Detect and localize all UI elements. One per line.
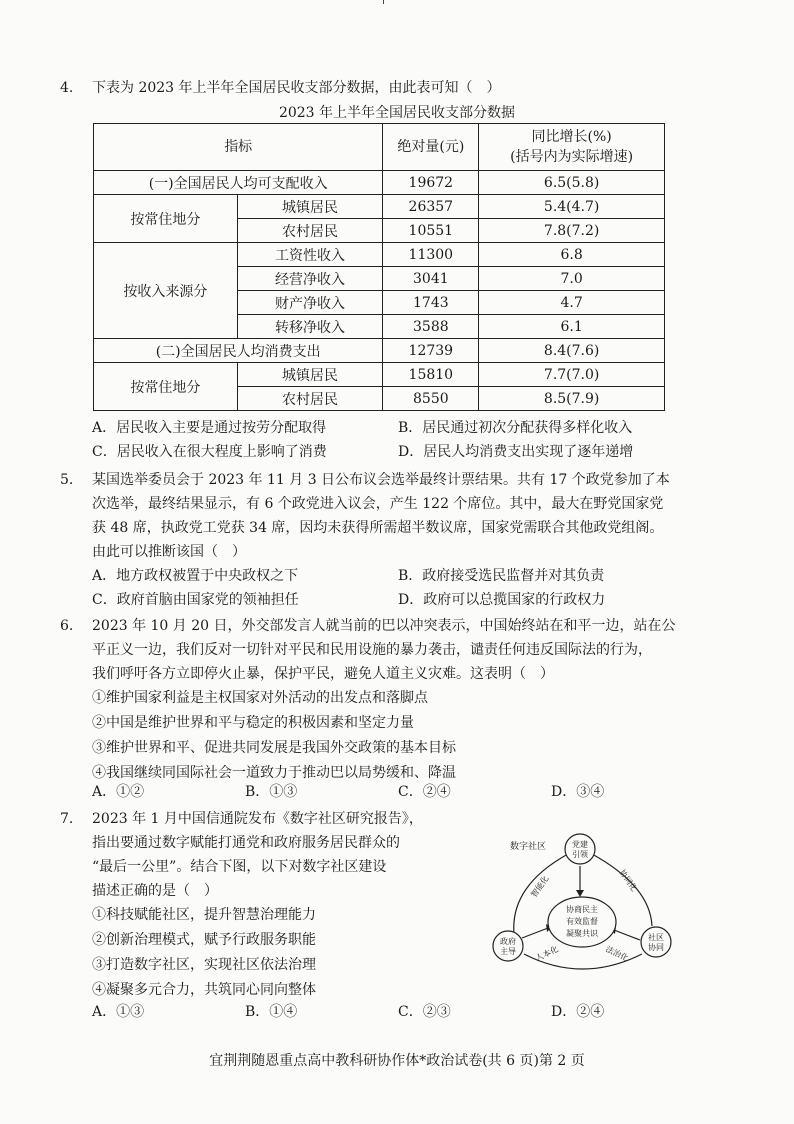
row-label: (二)全国居民人均消费支出 bbox=[94, 339, 383, 363]
row-growth: 8.4(7.6) bbox=[479, 339, 665, 363]
header-indicator: 指标 bbox=[94, 124, 383, 171]
page-footer: 宜荆荆随恩重点高中教科研协作体*政治试卷(共 6 页)第 2 页 bbox=[209, 1053, 585, 1069]
statement-1: ①维护国家利益是主权国家对外活动的出发点和落脚点 bbox=[92, 690, 428, 706]
statement-2: ②中国是维护世界和平与稳定的积极因素和坚定力量 bbox=[92, 715, 414, 731]
table-title: 2023 年上半年全国居民收支部分数据 bbox=[278, 105, 516, 121]
row-growth: 6.5(5.8) bbox=[479, 171, 665, 195]
row-growth: 7.0 bbox=[479, 267, 665, 291]
statement-3: ③维护世界和平、促进共同发展是我国外交政策的基本目标 bbox=[92, 740, 456, 756]
stem-line: 2023 年 10 月 20 日，外交部发言人就当前的巴以冲突表示，中国始终站在和平一边，站在公 bbox=[92, 618, 676, 634]
table-header-row bbox=[94, 124, 665, 171]
row-value: 3588 bbox=[383, 315, 479, 339]
row-growth: 4.7 bbox=[479, 291, 665, 315]
row-label: 经营净收入 bbox=[237, 267, 383, 291]
table-row bbox=[94, 243, 665, 267]
statement-3: ③打造数字社区，实现社区依法治理 bbox=[92, 957, 316, 973]
header-growth bbox=[479, 124, 665, 171]
option-d[interactable]: D．②④ bbox=[551, 1004, 605, 1020]
question-stem: 下表为 2023 年上半年全国居民收支部分数据，由此表可知（ ） bbox=[92, 80, 501, 96]
arrow-head-top bbox=[576, 890, 584, 897]
table-row bbox=[94, 363, 665, 387]
row-growth: 6.8 bbox=[479, 243, 665, 267]
option-d[interactable]: D．居民人均消费支出实现了逐年递增 bbox=[398, 444, 634, 460]
header-absolute: 绝对量(元) bbox=[383, 124, 479, 171]
option-b[interactable]: B．①③ bbox=[245, 784, 298, 800]
question-stem bbox=[92, 468, 744, 564]
node-community-label-2: 协同 bbox=[648, 943, 664, 952]
row-label: 城镇居民 bbox=[237, 195, 383, 219]
option-b[interactable]: B．居民通过初次分配获得多样化收入 bbox=[398, 420, 633, 436]
arc-label-right: 协同化 bbox=[617, 868, 639, 893]
center-label-1: 协商民主 bbox=[566, 905, 598, 914]
row-growth: 6.1 bbox=[479, 315, 665, 339]
row-value: 15810 bbox=[383, 363, 479, 387]
row-growth: 7.7(7.0) bbox=[479, 363, 665, 387]
node-party bbox=[565, 834, 595, 864]
question-5-options bbox=[92, 564, 712, 612]
node-community bbox=[641, 927, 671, 957]
node-government bbox=[493, 931, 523, 961]
row-value: 19672 bbox=[383, 171, 479, 195]
question-stem bbox=[92, 807, 454, 1003]
question-6 bbox=[60, 614, 744, 786]
row-value: 26357 bbox=[383, 195, 479, 219]
option-a[interactable]: A．①③ bbox=[92, 1004, 145, 1020]
row-value: 3041 bbox=[383, 267, 479, 291]
question-number: 6. bbox=[60, 618, 74, 634]
question-4-options bbox=[92, 416, 712, 464]
question-7 bbox=[60, 807, 454, 1003]
option-c[interactable]: C．②③ bbox=[398, 1004, 451, 1020]
row-label: 城镇居民 bbox=[237, 363, 383, 387]
header-growth-line1: 同比增长(%) bbox=[531, 129, 612, 145]
question-number: 4. bbox=[60, 80, 74, 96]
stem-line: 次选举，最终结果显示，有 6 个政党进入议会，产生 122 个席位。其中，最大在野党国家党 bbox=[92, 496, 664, 512]
question-number: 7. bbox=[60, 811, 74, 827]
question-4 bbox=[60, 76, 744, 100]
stem-line: 2023 年 1 月中国信通院发布《数字社区研究报告》， bbox=[92, 811, 423, 827]
node-government-label-1: 政府 bbox=[500, 937, 516, 946]
stem-line: 某国选举委员会于 2023 年 11 月 3 日公布议会选举最终计票结果。共有 17 个政党参加了本 bbox=[92, 472, 670, 488]
stem-line: 由此可以推断该国（ ） bbox=[92, 544, 246, 560]
row-value: 11300 bbox=[383, 243, 479, 267]
arrow-right bbox=[614, 930, 640, 940]
table-row bbox=[94, 339, 665, 363]
group-label: 按常住地分 bbox=[94, 363, 238, 411]
option-c[interactable]: C．居民收入在很大程度上影响了消费 bbox=[92, 444, 327, 460]
node-community-label-1: 社区 bbox=[648, 933, 664, 942]
row-growth: 7.8(7.2) bbox=[479, 219, 665, 243]
stem-line: 我们呼吁各方立即停火止暴，保护平民，避免人道主义灾难。这表明（ ） bbox=[92, 666, 554, 682]
scan-mark bbox=[383, 0, 384, 4]
center-label-2: 有效监督 bbox=[566, 917, 598, 926]
option-d[interactable]: D．③④ bbox=[551, 784, 605, 800]
option-c[interactable]: C．政府首脑由国家党的领袖担任 bbox=[92, 592, 299, 608]
question-number: 5. bbox=[60, 472, 74, 488]
header-growth-line2: (括号内为实际增速) bbox=[510, 149, 634, 165]
row-value: 8550 bbox=[383, 387, 479, 411]
row-label: (一)全国居民人均可支配收入 bbox=[94, 171, 383, 195]
option-c[interactable]: C．②④ bbox=[398, 784, 451, 800]
statement-1: ①科技赋能社区，提升智慧治理能力 bbox=[92, 907, 316, 923]
stem-line: “最后一公里”。结合下图，以下对数字社区建设 bbox=[92, 859, 387, 875]
statement-4: ④我国继续同国际社会一道致力于推动巴以局势缓和、降温 bbox=[92, 765, 456, 781]
question-7-options bbox=[92, 1000, 712, 1024]
digital-community-diagram bbox=[470, 826, 710, 996]
option-a[interactable]: A．居民收入主要是通过按劳分配取得 bbox=[92, 420, 327, 436]
statement-4: ④凝聚多元合力，共筑同心同向整体 bbox=[92, 982, 316, 998]
row-growth: 8.5(7.9) bbox=[479, 387, 665, 411]
group-label: 按收入来源分 bbox=[94, 243, 238, 339]
arc-label-bottom-left: 人本化 bbox=[534, 944, 560, 963]
row-label: 财产净收入 bbox=[237, 291, 383, 315]
option-a[interactable]: A．地方政权被置于中央政权之下 bbox=[92, 568, 299, 584]
stem-line: 指出要通过数字赋能打通党和政府服务居民群众的 bbox=[92, 835, 400, 851]
row-growth: 5.4(4.7) bbox=[479, 195, 665, 219]
group-label: 按常住地分 bbox=[94, 195, 238, 243]
income-expenditure-table bbox=[93, 123, 665, 411]
row-value: 12739 bbox=[383, 339, 479, 363]
center-label-3: 凝聚共识 bbox=[566, 929, 598, 938]
row-value: 1743 bbox=[383, 291, 479, 315]
row-label: 转移净收入 bbox=[237, 315, 383, 339]
question-stem bbox=[92, 614, 744, 786]
statement-2: ②创新治理模式，赋予行政服务职能 bbox=[92, 932, 316, 948]
arc-label-left: 智能化 bbox=[529, 874, 551, 899]
row-label: 农村居民 bbox=[237, 219, 383, 243]
option-a[interactable]: A．①② bbox=[92, 784, 145, 800]
table-row bbox=[94, 195, 665, 219]
node-government-label-2: 主导 bbox=[500, 947, 516, 956]
stem-line: 获 48 席，执政党工党获 34 席，因均未获得所需超半数议席，国家党需联合其他政党组阁。 bbox=[92, 520, 664, 536]
option-b[interactable]: B．①④ bbox=[245, 1004, 298, 1020]
node-party-label-2: 引领 bbox=[572, 850, 588, 859]
diagram-title: 数字社区 bbox=[510, 842, 547, 852]
row-label: 农村居民 bbox=[237, 387, 383, 411]
option-b[interactable]: B．政府接受选民监督并对其负责 bbox=[398, 568, 605, 584]
question-6-options bbox=[92, 780, 712, 804]
option-d[interactable]: D．政府可以总揽国家的行政权力 bbox=[398, 592, 606, 608]
row-label: 工资性收入 bbox=[237, 243, 383, 267]
arc-label-bottom-right: 法治化 bbox=[604, 944, 630, 963]
arrow-left bbox=[522, 928, 548, 938]
stem-line: 描述正确的是（ ） bbox=[92, 883, 218, 899]
question-5 bbox=[60, 468, 744, 564]
row-value: 10551 bbox=[383, 219, 479, 243]
stem-line: 平正义一边，我们反对一切针对平民和民用设施的暴力袭击，谴责任何违反国际法的行为， bbox=[92, 642, 652, 658]
node-party-label-1: 党建 bbox=[572, 840, 588, 849]
table-row bbox=[94, 171, 665, 195]
